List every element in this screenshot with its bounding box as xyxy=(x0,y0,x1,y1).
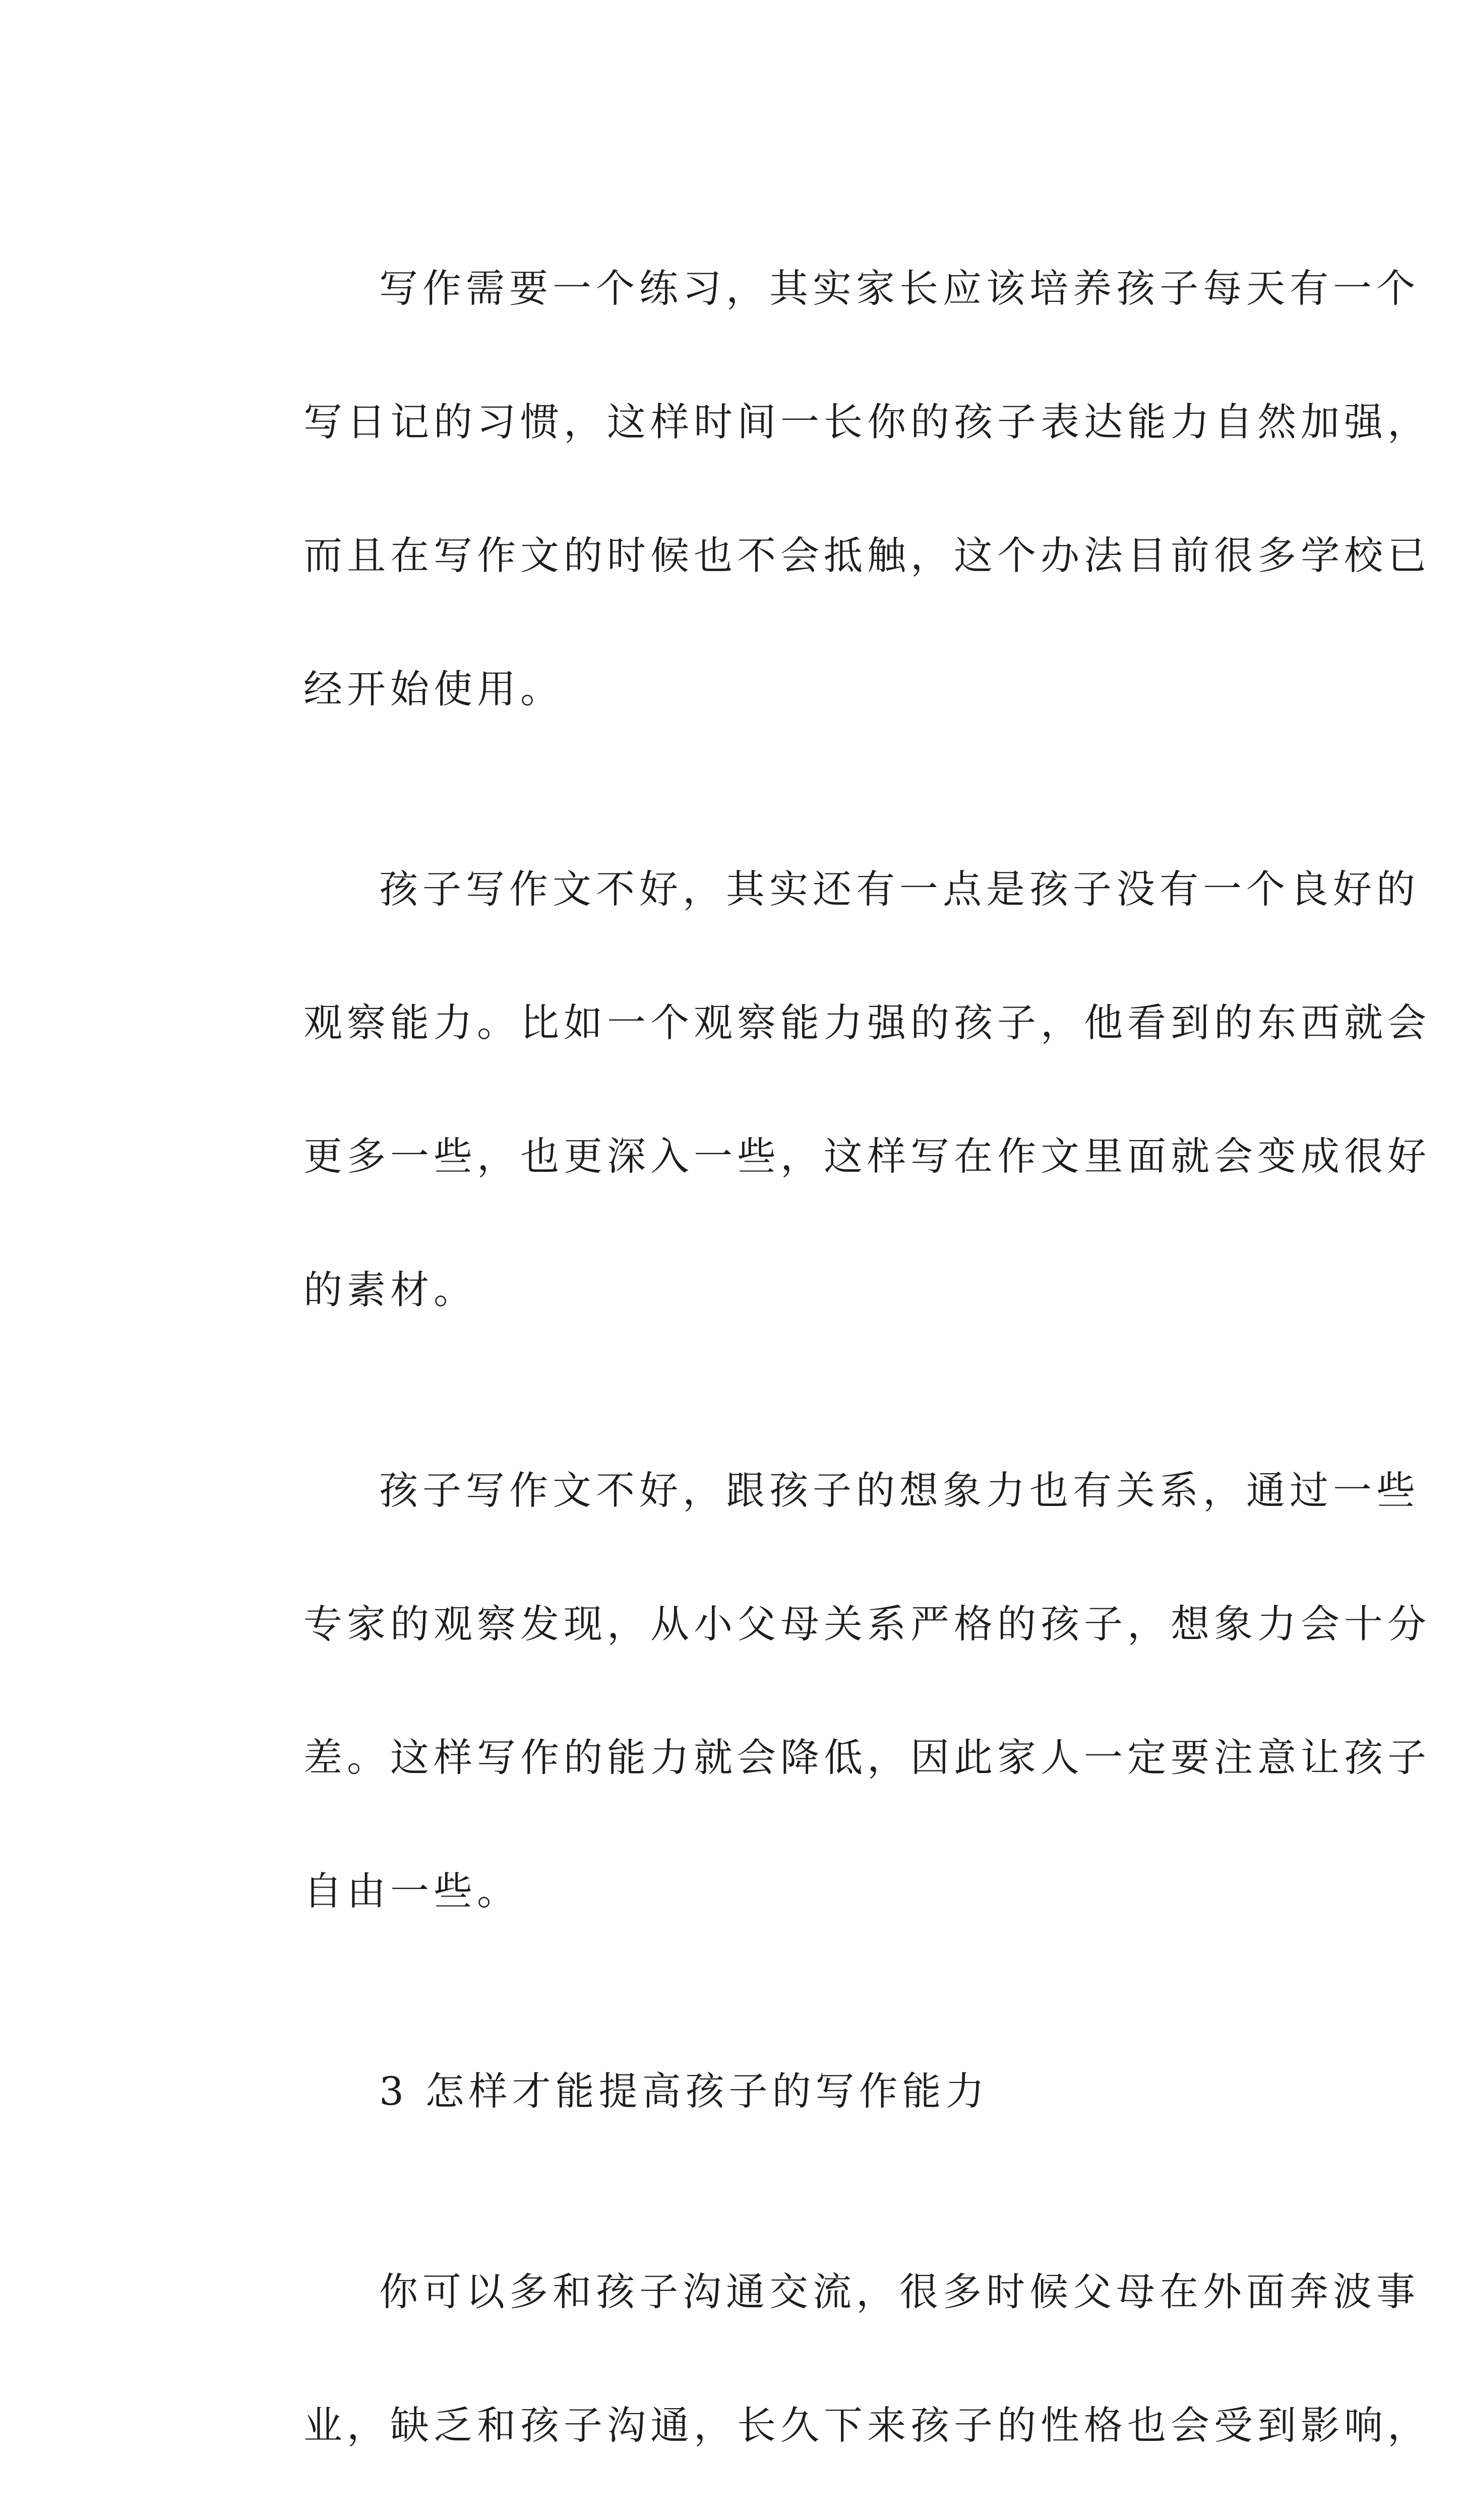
text-line: 自由一些。 xyxy=(303,1869,520,1914)
text-line: 的素材。 xyxy=(303,1268,477,1313)
text-line: 观察能力。比如一个观察能力强的孩子，他看到的东西就会 xyxy=(303,1001,1431,1046)
text-line: 专家的观察发现，从小父母关系严格的孩子，想象力会十分 xyxy=(303,1602,1431,1647)
paragraph-3 xyxy=(228,1391,1431,1992)
text-line: 差。这样写作的能力就会降低，因此家人一定要注意让孩子 xyxy=(303,1735,1431,1781)
text-line: 业，缺乏和孩子沟通，长久下来孩子的性格也会受到影响， xyxy=(303,2403,1431,2448)
text-line: 孩子写作文不好，其实还有一点是孩子没有一个良好的 xyxy=(379,867,1420,912)
text-line: 更多一些，也更深入一些，这样写在作文里面就会变成很好 xyxy=(303,1135,1431,1179)
text-line: 你可以多和孩子沟通交流，很多时候父母在外面奔波事 xyxy=(379,2270,1420,2315)
text-line: 经开始使用。 xyxy=(303,667,564,712)
paragraph-4 xyxy=(228,2192,1431,2520)
paragraph-1 xyxy=(228,189,1431,790)
text-line: 孩子写作文不好，跟孩子的想象力也有关系，通过一些 xyxy=(379,1468,1420,1514)
document-body xyxy=(228,189,1431,2520)
section-heading xyxy=(228,1992,1241,2193)
paragraph-2 xyxy=(228,790,1431,1392)
text-line: 写日记的习惯，这样时间一长你的孩子表达能力自然加强， xyxy=(303,400,1431,445)
heading-line: 3 怎样才能提高孩子的写作能力 xyxy=(379,2069,989,2114)
text-line: 而且在写作文的时候也不会抵触，这个办法目前很多学校已 xyxy=(303,533,1431,579)
text-line: 写作需要一个练习，其实家长应该培养孩子每天有一个 xyxy=(379,266,1420,311)
